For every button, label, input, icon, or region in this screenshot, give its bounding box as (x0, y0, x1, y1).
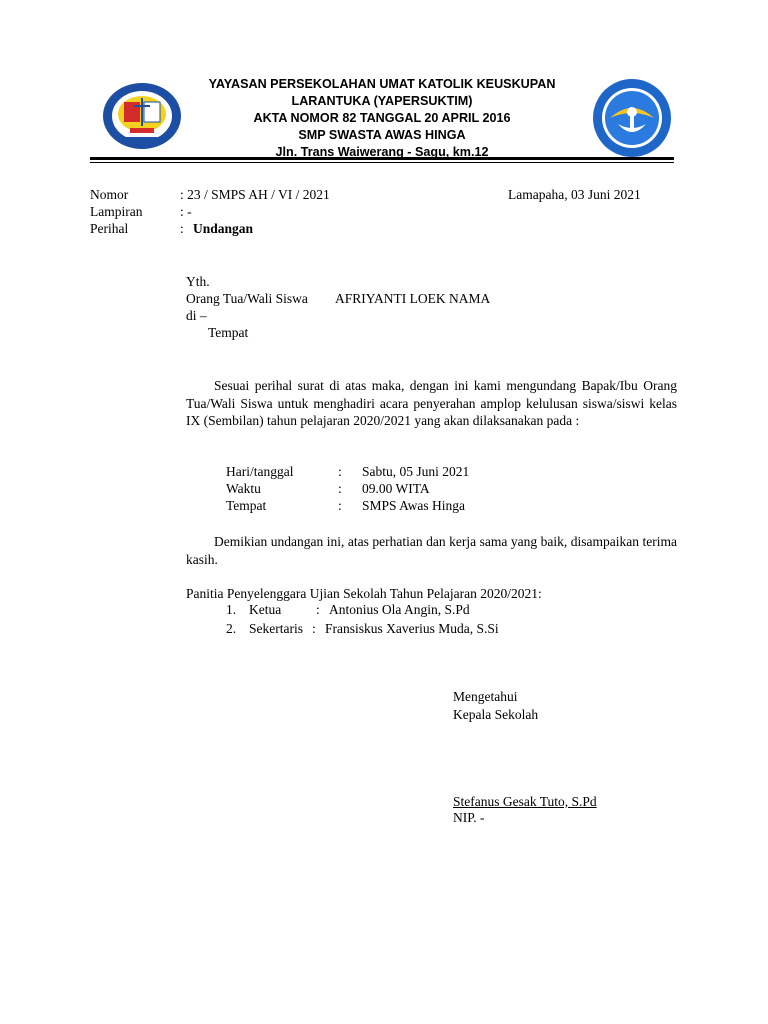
nomor-label: Nomor (90, 187, 129, 202)
letterhead-text (90, 76, 674, 161)
detail-value-date: Sabtu, 05 Juni 2021 (362, 464, 470, 479)
lampiran-label: Lampiran (90, 204, 143, 219)
body-paragraph-invitation: Sesuai perihal surat di atas maka, dengan ini kami mengundang Bapak/Ibu Orang Tua/Wali Siswa untuk menghadiri acara penyerahan amplop kelulusan siswa/siswi kelas IX (Sembilan) tahun pelajaran 2020/2021 yang akan dilaksanakan pada : (186, 378, 677, 428)
signature-name: Stefanus Gesak Tuto, S.Pd (453, 794, 597, 809)
committee-num-2: 2. (226, 621, 237, 636)
tut-wuri-handayani-icon (590, 78, 674, 158)
perihal-label: Perihal (90, 221, 129, 236)
recipient-di: di – (186, 308, 207, 323)
lampiran-value: : - (180, 204, 192, 219)
letterhead-line-foundation-abbr: LARANTUKA (YAPERSUKTIM) (291, 94, 473, 108)
committee-name-1: Antonius Ola Angin, S.Pd (329, 602, 470, 617)
detail-label-time: Waktu (226, 481, 261, 496)
perihal-colon: : (180, 221, 184, 236)
detail-colon-place: : (338, 498, 342, 513)
detail-label-place: Tempat (226, 498, 267, 513)
letterhead-rule-thin (90, 162, 674, 163)
recipient-prefix: Orang Tua/Wali Siswa (186, 291, 308, 306)
detail-colon-date: : (338, 464, 342, 479)
letterhead-line-foundation: YAYASAN PERSEKOLAHAN UMAT KATOLIK KEUSKUPAN (208, 77, 556, 91)
committee-colon-1: : (316, 602, 320, 617)
detail-label-date: Hari/tanggal (226, 464, 294, 479)
committee-role-1: Ketua (249, 602, 282, 617)
detail-colon-time: : (338, 481, 342, 496)
signature-acknowledged: Mengetahui (453, 689, 518, 704)
letterhead (90, 72, 674, 162)
recipient-place: Tempat (208, 325, 249, 340)
place-date: Lamapaha, 03 Juni 2021 (508, 187, 641, 202)
letterhead-line-deed: AKTA NOMOR 82 TANGGAL 20 APRIL 2016 (253, 111, 511, 125)
recipient-name: AFRIYANTI LOEK NAMA (335, 291, 491, 306)
signature-position: Kepala Sekolah (453, 707, 539, 722)
committee-role-2: Sekertaris (249, 621, 303, 636)
letterhead-line-school: SMP SWASTA AWAS HINGA (298, 128, 466, 142)
detail-value-place: SMPS Awas Hinga (362, 498, 466, 513)
signature-nip: NIP. - (453, 810, 485, 825)
recipient-salutation: Yth. (186, 274, 210, 289)
letterhead-rule-thick (90, 157, 674, 160)
perihal-value: Undangan (193, 221, 254, 236)
detail-value-time: 09.00 WITA (362, 481, 430, 496)
letterhead-line-address: Jln. Trans Waiwerang - Sagu, km.12 (275, 145, 489, 159)
committee-num-1: 1. (226, 602, 237, 617)
committee-title: Panitia Penyelenggara Ujian Sekolah Tahun Pelajaran 2020/2021: (186, 586, 542, 601)
committee-colon-2: : (312, 621, 316, 636)
body-paragraph-closing: Demikian undangan ini, atas perhatian dan kerja sama yang baik, disampaikan terima kasih. (186, 534, 677, 567)
nomor-value: : 23 / SMPS AH / VI / 2021 (180, 187, 330, 202)
committee-name-2: Fransiskus Xaverius Muda, S.Si (325, 621, 499, 636)
